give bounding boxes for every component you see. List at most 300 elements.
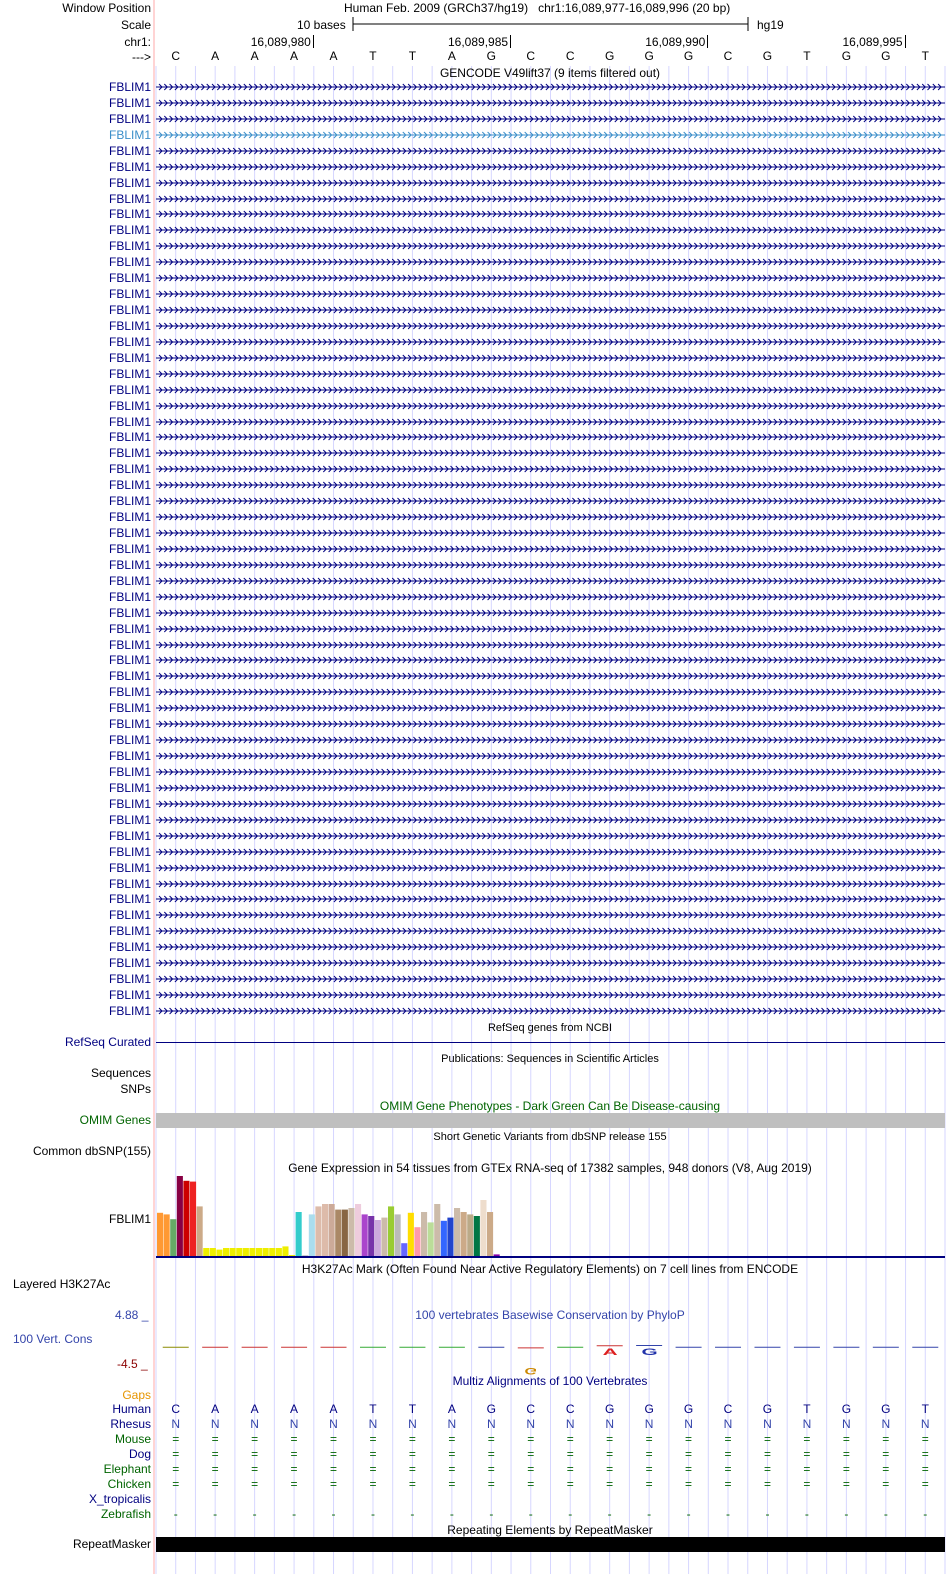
gencode-gene-label[interactable]: FBLIM1 (108, 398, 151, 413)
transcript-intron-line[interactable] (156, 958, 945, 969)
gencode-transcript-row[interactable] (0, 494, 950, 509)
gencode-transcript-row[interactable] (0, 669, 950, 684)
gencode-gene-label[interactable]: FBLIM1 (108, 223, 151, 238)
multiz-species-label[interactable]: Human (112, 1402, 151, 1416)
gencode-gene-label[interactable]: FBLIM1 (108, 764, 151, 779)
gtex-tissue-bar[interactable] (395, 1214, 401, 1256)
repeatmasker-label[interactable]: RepeatMasker (72, 1537, 151, 1551)
gencode-gene-label[interactable]: FBLIM1 (108, 589, 151, 604)
gencode-gene-label[interactable]: FBLIM1 (108, 334, 151, 349)
transcript-intron-line[interactable] (156, 178, 945, 189)
alignment-char: = (566, 1477, 574, 1491)
transcript-intron-line[interactable] (156, 273, 945, 284)
gencode-transcript-row[interactable] (0, 351, 950, 366)
gencode-gene-label[interactable]: FBLIM1 (108, 510, 151, 525)
transcript-intron-line[interactable] (156, 783, 945, 794)
gtex-tissue-bar[interactable] (335, 1210, 341, 1256)
multiz-species-label[interactable]: Rhesus (110, 1417, 151, 1431)
gencode-transcript-row[interactable] (0, 192, 950, 207)
alignment-char: - (647, 1507, 652, 1521)
transcript-intron-line[interactable] (156, 544, 945, 555)
gtex-tissue-bar[interactable] (381, 1218, 387, 1256)
transcript-intron-line[interactable] (156, 417, 945, 428)
alignment-char: = (606, 1477, 614, 1491)
gencode-transcript-row[interactable] (0, 797, 950, 812)
gencode-gene-label[interactable]: FBLIM1 (108, 143, 151, 158)
transcript-intron-line[interactable] (156, 624, 945, 635)
gencode-transcript-row[interactable] (0, 383, 950, 398)
gencode-transcript-row[interactable] (0, 112, 950, 127)
alignment-char: = (448, 1477, 456, 1491)
gtex-tissue-bar[interactable] (388, 1206, 394, 1256)
gencode-gene-label[interactable]: FBLIM1 (108, 637, 151, 652)
gencode-transcript-row[interactable] (0, 622, 950, 637)
gencode-transcript-row[interactable] (0, 877, 950, 892)
gtex-tissue-bar[interactable] (269, 1248, 275, 1256)
transcript-intron-line[interactable] (156, 257, 945, 268)
gencode-gene-label[interactable]: FBLIM1 (108, 127, 151, 142)
gtex-tissue-bar[interactable] (164, 1214, 170, 1256)
gencode-transcript-row[interactable] (0, 908, 950, 923)
base-letter: T (803, 49, 811, 63)
gencode-gene-label[interactable]: FBLIM1 (108, 191, 151, 206)
gencode-gene-label[interactable]: FBLIM1 (108, 924, 151, 939)
repeatmasker-bar[interactable] (156, 1537, 945, 1552)
assembly-name: Human Feb. 2009 (GRCh37/hg19) (344, 1, 529, 15)
gtex-tissue-bar[interactable] (414, 1227, 420, 1256)
gtex-tissue-bar[interactable] (434, 1204, 440, 1256)
transcript-intron-line[interactable] (156, 401, 945, 412)
gencode-gene-label[interactable]: FBLIM1 (108, 876, 151, 891)
gencode-gene-label[interactable]: FBLIM1 (108, 175, 151, 190)
alignment-char: - (765, 1507, 770, 1521)
alignment-char: - (173, 1507, 178, 1521)
transcript-intron-line[interactable] (156, 321, 945, 332)
gtex-tissue-bar[interactable] (474, 1216, 480, 1256)
transcript-intron-line[interactable] (156, 209, 945, 220)
transcript-intron-line[interactable] (156, 162, 945, 173)
gencode-transcript-row[interactable] (0, 176, 950, 191)
gtex-tissue-bar[interactable] (329, 1204, 335, 1256)
position-text[interactable]: chr1:16,089,977-16,089,996 (20 bp) (538, 1, 731, 15)
transcript-intron-line[interactable] (156, 289, 945, 300)
gtex-tissue-bar[interactable] (197, 1206, 203, 1256)
gtex-tissue-bar[interactable] (401, 1243, 407, 1256)
gencode-transcript-row[interactable] (0, 239, 950, 254)
gtex-tissue-bar[interactable] (421, 1212, 427, 1256)
repeatmasker-track-title[interactable]: Repeating Elements by RepeatMasker (447, 1523, 653, 1537)
gencode-transcript-row[interactable] (0, 733, 950, 748)
transcript-intron-line[interactable] (156, 194, 945, 205)
gencode-transcript-row[interactable] (0, 861, 950, 876)
alignment-char: = (408, 1462, 416, 1476)
transcript-intron-line[interactable] (156, 640, 945, 651)
gencode-gene-label[interactable]: FBLIM1 (108, 621, 151, 636)
alignment-char: N (329, 1417, 338, 1431)
gtex-tissue-bar[interactable] (276, 1248, 282, 1256)
alignment-char: = (172, 1462, 180, 1476)
gencode-gene-label[interactable]: FBLIM1 (108, 159, 151, 174)
omim-gene-bar[interactable] (156, 1113, 945, 1128)
transcript-intron-line[interactable] (156, 432, 945, 443)
gencode-transcript-row[interactable] (0, 478, 950, 493)
gtex-tissue-bar[interactable] (447, 1218, 453, 1256)
transcript-intron-line[interactable] (156, 464, 945, 475)
transcript-intron-line[interactable] (156, 241, 945, 252)
gencode-gene-label[interactable]: FBLIM1 (108, 350, 151, 365)
gtex-tissue-bar[interactable] (494, 1254, 500, 1256)
transcript-intron-line[interactable] (156, 114, 945, 125)
alignment-char: - (213, 1507, 218, 1521)
gencode-transcript-row[interactable] (0, 653, 950, 668)
gencode-transcript-row[interactable] (0, 701, 950, 716)
gencode-gene-label[interactable]: FBLIM1 (108, 669, 151, 684)
multiz-species-row[interactable] (0, 1447, 950, 1462)
gtex-tissue-bar[interactable] (487, 1212, 493, 1256)
gencode-gene-label[interactable]: FBLIM1 (108, 733, 151, 748)
multiz-species-label[interactable]: Dog (128, 1447, 151, 1461)
publications-snps-label[interactable]: SNPs (120, 1082, 151, 1096)
gtex-tissue-bar[interactable] (302, 1255, 308, 1256)
gtex-tissue-bar[interactable] (467, 1214, 473, 1256)
gtex-tissue-bar[interactable] (362, 1214, 368, 1256)
gencode-transcript-row[interactable] (0, 717, 950, 732)
ruler-tick-mark (510, 35, 511, 48)
publications-sequences-label[interactable]: Sequences (90, 1066, 151, 1080)
gencode-transcript-row[interactable] (0, 749, 950, 764)
gencode-transcript-row[interactable] (0, 415, 950, 430)
gencode-transcript-row[interactable] (0, 287, 950, 302)
gencode-transcript-row[interactable] (0, 972, 950, 987)
gtex-tissue-bar[interactable] (216, 1250, 222, 1256)
gtex-tissue-bar[interactable] (296, 1212, 302, 1256)
gencode-gene-label[interactable]: FBLIM1 (108, 541, 151, 556)
transcript-intron-line[interactable] (156, 990, 945, 1001)
transcript-intron-line[interactable] (156, 528, 945, 539)
alignment-char: N (289, 1417, 299, 1431)
gtex-tissue-bar[interactable] (256, 1248, 262, 1256)
gencode-gene-label[interactable]: FBLIM1 (108, 526, 151, 541)
multiz-track-title[interactable]: Multiz Alignments of 100 Vertebrates (452, 1374, 648, 1388)
transcript-intron-line[interactable] (156, 82, 945, 93)
publications-track-title[interactable]: Publications: Sequences in Scientific Articles (441, 1053, 659, 1065)
gtex-tissue-bar[interactable] (441, 1221, 447, 1256)
transcript-intron-line[interactable] (156, 512, 945, 523)
gtex-tissue-bar[interactable] (177, 1176, 183, 1256)
multiz-species-row[interactable] (0, 1417, 950, 1432)
gtex-tissue-bar[interactable] (309, 1214, 315, 1256)
transcript-intron-line[interactable] (156, 305, 945, 316)
gencode-gene-label[interactable]: FBLIM1 (108, 988, 151, 1002)
transcript-intron-line[interactable] (156, 146, 945, 157)
gencode-transcript-row[interactable] (0, 462, 950, 477)
transcript-intron-line[interactable] (156, 687, 945, 698)
gencode-transcript-row[interactable] (0, 813, 950, 828)
gtex-tissue-bar[interactable] (289, 1255, 295, 1256)
gencode-gene-label[interactable]: FBLIM1 (108, 430, 151, 445)
transcript-intron-line[interactable] (156, 576, 945, 587)
gtex-tissue-bar[interactable] (263, 1248, 269, 1256)
omim-track-title[interactable]: OMIM Gene Phenotypes - Dark Green Can Be Disease-causing (379, 1099, 721, 1113)
gencode-transcript-row[interactable] (0, 590, 950, 605)
transcript-intron-line[interactable] (156, 671, 945, 682)
gencode-transcript-row[interactable] (0, 542, 950, 557)
gtex-tissue-bar[interactable] (249, 1248, 255, 1256)
alignment-char: - (252, 1507, 257, 1521)
gencode-transcript-row[interactable] (0, 399, 950, 414)
gencode-transcript-row[interactable] (0, 207, 950, 222)
gencode-transcript-row[interactable] (0, 685, 950, 700)
gencode-transcript-row[interactable] (0, 940, 950, 955)
gencode-transcript-row[interactable] (0, 80, 950, 95)
gencode-gene-label[interactable]: FBLIM1 (108, 111, 151, 126)
gencode-gene-label[interactable]: FBLIM1 (108, 207, 151, 222)
transcript-intron-line[interactable] (156, 863, 945, 874)
transcript-intron-line[interactable] (156, 767, 945, 778)
refseq-track-title[interactable]: RefSeq genes from NCBI (487, 1022, 613, 1034)
gencode-gene-label[interactable]: FBLIM1 (108, 303, 151, 318)
gencode-gene-label[interactable]: FBLIM1 (108, 940, 151, 955)
gencode-transcript-row[interactable] (0, 892, 950, 907)
gencode-gene-label[interactable]: FBLIM1 (108, 95, 151, 110)
gtex-tissue-bar[interactable] (157, 1213, 163, 1256)
transcript-intron-line[interactable] (156, 98, 945, 109)
alignment-char: = (487, 1462, 495, 1476)
gencode-track-title[interactable]: GENCODE V49lift37 (9 items filtered out) (439, 66, 661, 80)
gencode-gene-label[interactable]: FBLIM1 (108, 366, 151, 381)
alignment-char: = (369, 1462, 377, 1476)
alignment-char: N (171, 1417, 181, 1431)
gencode-transcript-row[interactable] (0, 765, 950, 780)
multiz-species-row[interactable] (0, 1432, 950, 1447)
transcript-intron-line[interactable] (156, 926, 945, 937)
gtex-tissue-bar[interactable] (355, 1204, 361, 1256)
gencode-transcript-row[interactable] (0, 845, 950, 860)
conservation-track-title[interactable]: 100 vertebrates Basewise Conservation by PhyloP (415, 1308, 685, 1322)
transcript-intron-line[interactable] (156, 910, 945, 921)
gencode-gene-label[interactable]: FBLIM1 (108, 557, 151, 572)
gtex-bar-chart[interactable] (156, 1174, 945, 1260)
transcript-intron-line[interactable] (156, 130, 945, 141)
ruler-tick-mark (905, 35, 906, 48)
alignment-char: G (881, 1402, 891, 1416)
gencode-transcript-row[interactable] (0, 255, 950, 270)
gtex-tissue-bar[interactable] (170, 1219, 176, 1256)
gencode-gene-label[interactable]: FBLIM1 (108, 478, 151, 493)
multiz-species-label[interactable]: Mouse (114, 1432, 151, 1446)
gencode-transcript-row[interactable] (0, 956, 950, 971)
gtex-tissue-bar[interactable] (375, 1220, 381, 1256)
dbsnp-track-title[interactable]: Short Genetic Variants from dbSNP release 155 (433, 1131, 667, 1143)
gencode-transcript-row[interactable] (0, 367, 950, 382)
alignment-char: - (331, 1507, 336, 1521)
gencode-transcript-row[interactable] (0, 924, 950, 939)
gtex-track-title[interactable]: Gene Expression in 54 tissues from GTEx RNA-seq of 17382 samples, 948 donors (V8, Aug 2019) (288, 1161, 812, 1175)
gencode-gene-label[interactable]: FBLIM1 (108, 255, 151, 270)
gencode-gene-label[interactable]: FBLIM1 (108, 605, 151, 620)
omim-genes-label[interactable]: OMIM Genes (79, 1113, 151, 1127)
gencode-transcript-row[interactable] (0, 988, 950, 1003)
gencode-transcript-row[interactable] (0, 319, 950, 334)
gtex-tissue-bar[interactable] (322, 1204, 328, 1256)
gtex-tissue-bar[interactable] (342, 1210, 348, 1256)
gencode-transcript-row[interactable] (0, 526, 950, 541)
gencode-transcript-row[interactable] (0, 335, 950, 350)
transcript-intron-line[interactable] (156, 655, 945, 666)
gtex-tissue-bar[interactable] (461, 1212, 467, 1256)
gencode-gene-label[interactable]: FBLIM1 (108, 382, 151, 397)
gtex-tissue-bar[interactable] (408, 1213, 414, 1256)
gtex-tissue-bar[interactable] (183, 1181, 189, 1256)
multiz-species-row[interactable] (0, 1507, 950, 1522)
gencode-gene-label[interactable]: FBLIM1 (108, 908, 151, 923)
gencode-gene-label[interactable]: FBLIM1 (108, 796, 151, 811)
gencode-transcript-row[interactable] (0, 446, 950, 461)
transcript-intron-line[interactable] (156, 592, 945, 603)
gencode-transcript-row[interactable] (0, 574, 950, 589)
base-letter: C (171, 49, 181, 63)
gtex-tissue-bar[interactable] (190, 1182, 196, 1256)
alignment-char: - (489, 1507, 494, 1521)
gencode-gene-label[interactable]: FBLIM1 (108, 717, 151, 732)
gtex-tissue-bar[interactable] (480, 1200, 486, 1256)
gtex-tissue-bar[interactable] (243, 1248, 249, 1256)
gtex-tissue-bar[interactable] (348, 1208, 354, 1256)
multiz-species-row[interactable] (0, 1402, 950, 1417)
transcript-intron-line[interactable] (156, 369, 945, 380)
ruler-tick-mark (707, 35, 708, 48)
gencode-gene-label[interactable]: FBLIM1 (108, 701, 151, 716)
multiz-species-row[interactable] (0, 1477, 950, 1492)
transcript-intron-line[interactable] (156, 608, 945, 619)
transcript-intron-line[interactable] (156, 815, 945, 826)
gencode-gene-label[interactable]: FBLIM1 (108, 271, 151, 286)
gtex-tissue-bar[interactable] (210, 1248, 216, 1256)
gencode-gene-label[interactable]: FBLIM1 (108, 462, 151, 477)
multiz-species-label[interactable]: Chicken (107, 1477, 151, 1491)
h3k27ac-label[interactable]: Layered H3K27Ac (13, 1277, 111, 1291)
transcript-intron-line[interactable] (156, 703, 945, 714)
refseq-curated-label[interactable]: RefSeq Curated (64, 1035, 151, 1049)
gencode-gene-label[interactable]: FBLIM1 (108, 892, 151, 907)
transcript-intron-line[interactable] (156, 353, 945, 364)
alignment-char: = (251, 1462, 259, 1476)
gtex-tissue-bar[interactable] (230, 1248, 236, 1256)
gtex-tissue-bar[interactable] (282, 1246, 288, 1256)
alignment-char: = (487, 1477, 495, 1491)
gencode-transcript-row[interactable] (0, 606, 950, 621)
transcript-intron-line[interactable] (156, 1006, 945, 1017)
gencode-transcript-row[interactable] (0, 303, 950, 318)
gencode-gene-label[interactable]: FBLIM1 (108, 956, 151, 971)
refseq-gene-line[interactable] (156, 1042, 945, 1043)
common-dbsnp-label[interactable]: Common dbSNP(155) (32, 1144, 151, 1158)
gencode-gene-label[interactable]: FBLIM1 (108, 80, 151, 94)
gencode-gene-label[interactable]: FBLIM1 (108, 318, 151, 333)
gtex-tissue-bar[interactable] (428, 1222, 434, 1256)
gencode-transcript-row[interactable] (0, 223, 950, 238)
gencode-transcript-row[interactable] (0, 558, 950, 573)
multiz-species-label[interactable]: Zebrafish (100, 1507, 151, 1521)
gencode-gene-label[interactable]: FBLIM1 (108, 446, 151, 461)
gtex-tissue-bar[interactable] (368, 1216, 374, 1256)
conservation-label[interactable]: 100 Vert. Cons (13, 1332, 93, 1346)
gencode-transcript-row[interactable] (0, 638, 950, 653)
gencode-gene-label[interactable]: FBLIM1 (108, 1003, 151, 1018)
transcript-intron-line[interactable] (156, 831, 945, 842)
transcript-intron-line[interactable] (156, 879, 945, 890)
transcript-intron-line[interactable] (156, 225, 945, 236)
gtex-tissue-bar[interactable] (223, 1248, 229, 1256)
gencode-transcript-row[interactable] (0, 781, 950, 796)
transcript-intron-line[interactable] (156, 894, 945, 905)
gencode-transcript-row[interactable] (0, 160, 950, 175)
transcript-intron-line[interactable] (156, 735, 945, 746)
gencode-gene-label[interactable]: FBLIM1 (108, 780, 151, 795)
gencode-gene-label[interactable]: FBLIM1 (108, 573, 151, 588)
gencode-transcript-row[interactable] (0, 271, 950, 286)
transcript-intron-line[interactable] (156, 496, 945, 507)
transcript-intron-line[interactable] (156, 974, 945, 985)
alignment-char: = (645, 1432, 653, 1446)
transcript-intron-line[interactable] (156, 337, 945, 348)
gtex-tissue-bar[interactable] (203, 1248, 209, 1256)
gencode-transcript-row[interactable] (0, 1004, 950, 1019)
multiz-species-label[interactable]: X_tropicalis (88, 1492, 151, 1506)
gencode-gene-label[interactable]: FBLIM1 (108, 749, 151, 764)
gencode-gene-label[interactable]: FBLIM1 (108, 828, 151, 843)
gtex-gene-label[interactable]: FBLIM1 (108, 1212, 151, 1226)
multiz-species-label[interactable]: Elephant (103, 1462, 151, 1476)
gtex-tissue-bar[interactable] (315, 1206, 321, 1256)
gencode-gene-label[interactable]: FBLIM1 (108, 494, 151, 509)
multiz-species-row[interactable] (0, 1492, 950, 1507)
gencode-gene-label[interactable]: FBLIM1 (108, 860, 151, 875)
transcript-intron-line[interactable] (156, 751, 945, 762)
conservation-plot[interactable] (156, 1332, 945, 1377)
gencode-gene-label[interactable]: FBLIM1 (108, 287, 151, 302)
gencode-gene-label[interactable]: FBLIM1 (108, 685, 151, 700)
transcript-intron-line[interactable] (156, 799, 945, 810)
gencode-transcript-row[interactable] (0, 510, 950, 525)
gtex-tissue-bar[interactable] (236, 1248, 242, 1256)
transcript-intron-line[interactable] (156, 480, 945, 491)
gencode-gene-label[interactable]: FBLIM1 (108, 414, 151, 429)
gencode-transcript-row[interactable] (0, 96, 950, 111)
transcript-intron-line[interactable] (156, 942, 945, 953)
gtex-tissue-bar[interactable] (454, 1208, 460, 1256)
gencode-transcript-row[interactable] (0, 144, 950, 159)
transcript-intron-line[interactable] (156, 719, 945, 730)
gencode-gene-label[interactable]: FBLIM1 (108, 844, 151, 859)
gencode-gene-label[interactable]: FBLIM1 (108, 812, 151, 827)
alignment-char: N (605, 1417, 614, 1431)
alignment-char: = (921, 1462, 929, 1476)
gencode-gene-label[interactable]: FBLIM1 (108, 972, 151, 987)
multiz-species-row[interactable] (0, 1462, 950, 1477)
transcript-intron-line[interactable] (156, 448, 945, 459)
gencode-transcript-row[interactable] (0, 128, 950, 143)
transcript-intron-line[interactable] (156, 560, 945, 571)
h3k27ac-track-title[interactable]: H3K27Ac Mark (Often Found Near Active Regulatory Elements) on 7 cell lines from ENCODE (301, 1262, 799, 1276)
gencode-transcript-row[interactable] (0, 430, 950, 445)
gencode-gene-label[interactable]: FBLIM1 (108, 239, 151, 254)
transcript-intron-line[interactable] (156, 847, 945, 858)
transcript-intron-line[interactable] (156, 385, 945, 396)
gencode-gene-label[interactable]: FBLIM1 (108, 653, 151, 668)
alignment-char: G (605, 1402, 615, 1416)
gencode-transcript-row[interactable] (0, 829, 950, 844)
